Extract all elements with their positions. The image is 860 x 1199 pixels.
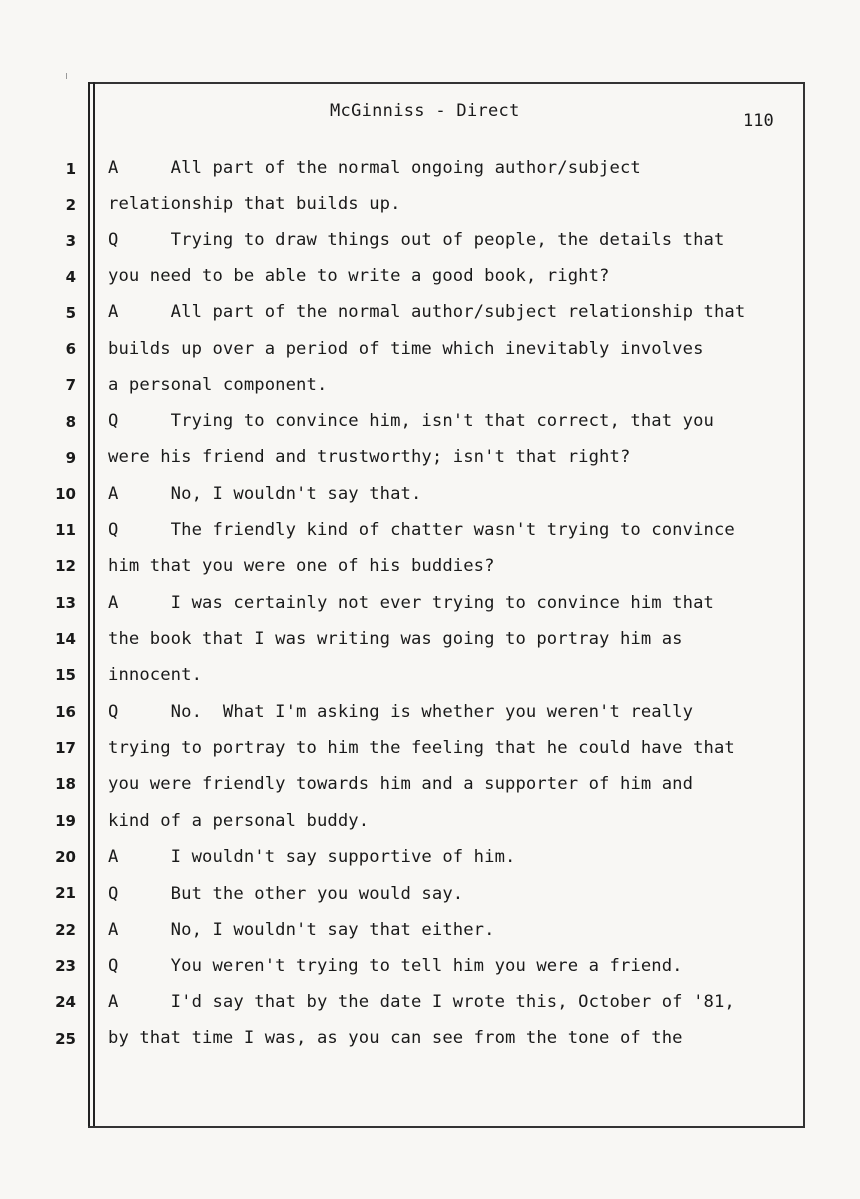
- line-number: 25: [55, 1030, 76, 1048]
- line-number: 16: [55, 703, 76, 721]
- line-text: Q Trying to draw things out of people, the details that: [108, 230, 725, 250]
- line-number: 4: [65, 268, 76, 286]
- border-left-outer: [88, 82, 90, 1128]
- line-number: 14: [55, 630, 76, 648]
- line-text: him that you were one of his buddies?: [108, 556, 495, 576]
- line-text: Q The friendly kind of chatter wasn't trying to convince: [108, 520, 735, 540]
- line-number: 13: [55, 594, 76, 612]
- page-header-title: McGinniss - Direct: [330, 101, 520, 121]
- border-top: [88, 82, 805, 84]
- line-text: Q No. What I'm asking is whether you weren't really: [108, 702, 694, 722]
- line-number: 6: [65, 340, 76, 358]
- line-number: 2: [65, 196, 76, 214]
- line-number: 18: [55, 775, 76, 793]
- line-number: 19: [55, 812, 76, 830]
- line-number: 12: [55, 557, 76, 575]
- line-text: a personal component.: [108, 375, 328, 395]
- line-text: trying to portray to him the feeling that he could have that: [108, 738, 735, 758]
- line-number: 15: [55, 666, 76, 684]
- line-number: 10: [55, 485, 76, 503]
- line-text: A I'd say that by the date I wrote this, October of '81,: [108, 992, 735, 1012]
- line-text: Q You weren't trying to tell him you were a friend.: [108, 956, 683, 976]
- line-text: Q Trying to convince him, isn't that correct, that you: [108, 411, 714, 431]
- line-text: were his friend and trustworthy; isn't that right?: [108, 447, 631, 467]
- line-text: A I was certainly not ever trying to convince him that: [108, 593, 714, 613]
- line-text: innocent.: [108, 665, 203, 685]
- border-left-inner: [93, 82, 95, 1128]
- line-text: the book that I was writing was going to portray him as: [108, 629, 683, 649]
- line-text: A All part of the normal ongoing author/subject: [108, 158, 641, 178]
- line-number: 23: [55, 957, 76, 975]
- border-bottom: [88, 1126, 805, 1128]
- line-number: 7: [65, 376, 76, 394]
- line-text: A I wouldn't say supportive of him.: [108, 847, 516, 867]
- line-number: 17: [55, 739, 76, 757]
- line-text: kind of a personal buddy.: [108, 811, 370, 831]
- border-right: [803, 82, 805, 1128]
- margin-mark: [66, 73, 67, 79]
- line-number: 22: [55, 921, 76, 939]
- line-number: 20: [55, 848, 76, 866]
- line-text: A All part of the normal author/subject relationship that: [108, 302, 746, 322]
- line-text: A No, I wouldn't say that either.: [108, 920, 495, 940]
- line-number: 9: [65, 449, 76, 467]
- line-text: you were friendly towards him and a supporter of him and: [108, 774, 694, 794]
- page-number: 110: [743, 111, 774, 131]
- line-number: 8: [65, 413, 76, 431]
- line-number: 1: [65, 160, 76, 178]
- line-number: 3: [65, 232, 76, 250]
- line-text: builds up over a period of time which inevitably involves: [108, 339, 704, 359]
- line-text: A No, I wouldn't say that.: [108, 484, 422, 504]
- line-number: 21: [55, 884, 76, 902]
- line-text: you need to be able to write a good book, right?: [108, 266, 610, 286]
- line-number: 5: [65, 304, 76, 322]
- line-text: by that time I was, as you can see from the tone of the: [108, 1028, 683, 1048]
- line-text: relationship that builds up.: [108, 194, 401, 214]
- line-number: 11: [55, 521, 76, 539]
- line-number: 24: [55, 993, 76, 1011]
- line-text: Q But the other you would say.: [108, 884, 464, 904]
